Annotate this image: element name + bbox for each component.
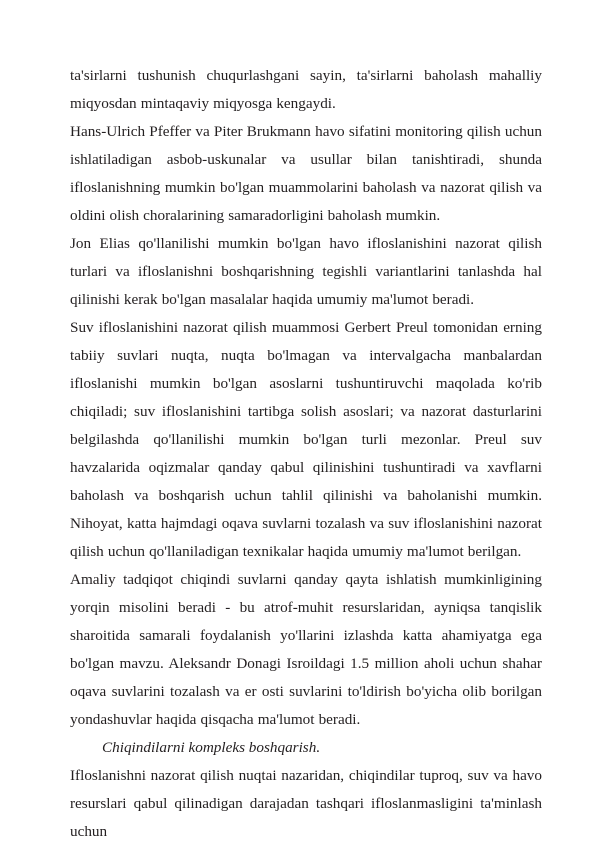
paragraph-gerbert-preul: Suv ifloslanishini nazorat qilish muammosi Gerbert Preul tomonidan erning tabiiy suvlari nuqta, nuqta bo'lmagan va intervalgacha manbalardan ifloslanishi mumkin bo'lgan asoslarni tushuntiruvchi maqolada ko'rib chiqiladi; suv ifloslanishini tartibga solish asoslari; va nazorat dasturlarini belgilashda qo'llanilishi mumkin bo'lgan turli mezonlar. Preul suv havzalarida oqizmalar qanday qabul qilinishini tushuntiradi va xavflarni baholash va boshqarish uchun tahlil qilinishi va baholanishi mumkin. Nihoyat, katta hajmdagi oqava suvlarni tozalash va suv ifloslanishini nazorat qilish uchun qo'llaniladigan texnikalar haqida umumiy ma'lumot berilgan. xyxy=(70,319,542,560)
heading-chiqindilarni-kompleks-boshqarish: Chiqindilarni kompleks boshqarish. xyxy=(102,739,321,756)
paragraph-ifloslanishni-nazorat: Ifloslanishni nazorat qilish nuqtai nazaridan, chiqindilar tuproq, suv va havo resurslari qabul qilinadigan darajadan tashqari ifloslanmasligini ta'minlash uchun xyxy=(70,767,542,840)
paragraph-amaliy-tadqiqot: Amaliy tadqiqot chiqindi suvlarni qanday qayta ishlatish mumkinligining yorqin misolini beradi - bu atrof-muhit resurslaridan, ayniqsa tanqislik sharoitida samarali foydalanish yo'llarini izlashda katta ahamiyatga ega bo'lgan mavzu. Aleksandr Donagi Isroildagi 1.5 million aholi uchun shahar oqava suvlarini tozalash va er osti suvlarini to'ldirish bo'yicha olib borilgan yondashuvlar haqida qisqacha ma'lumot beradi. xyxy=(70,571,542,728)
paragraph-jon-elias: Jon Elias qo'llanilishi mumkin bo'lgan havo ifloslanishini nazorat qilish turlari va ifloslanishni boshqarishning tegishli variantlarini tanlashda hal qilinishi kerak bo'lgan masalalar haqida umumiy ma'lumot beradi. xyxy=(70,235,542,308)
paragraph-impact-assessment: ta'sirlarni tushunish chuqurlashgani sayin, ta'sirlarni baholash mahalliy miqyosdan mintaqaviy miqyosga kengaydi. xyxy=(70,67,542,112)
text-column xyxy=(70,62,542,846)
paragraph-pfeffer-brukmann: Hans-Ulrich Pfeffer va Piter Brukmann havo sifatini monitoring qilish uchun ishlatiladigan asbob-uskunalar va usullar bilan tanishtiradi, shunda ifloslanishning mumkin bo'lgan muammolarini baholash va nazorat qilish va oldini olish choralarining samaradorligini baholash mumkin. xyxy=(70,123,542,224)
